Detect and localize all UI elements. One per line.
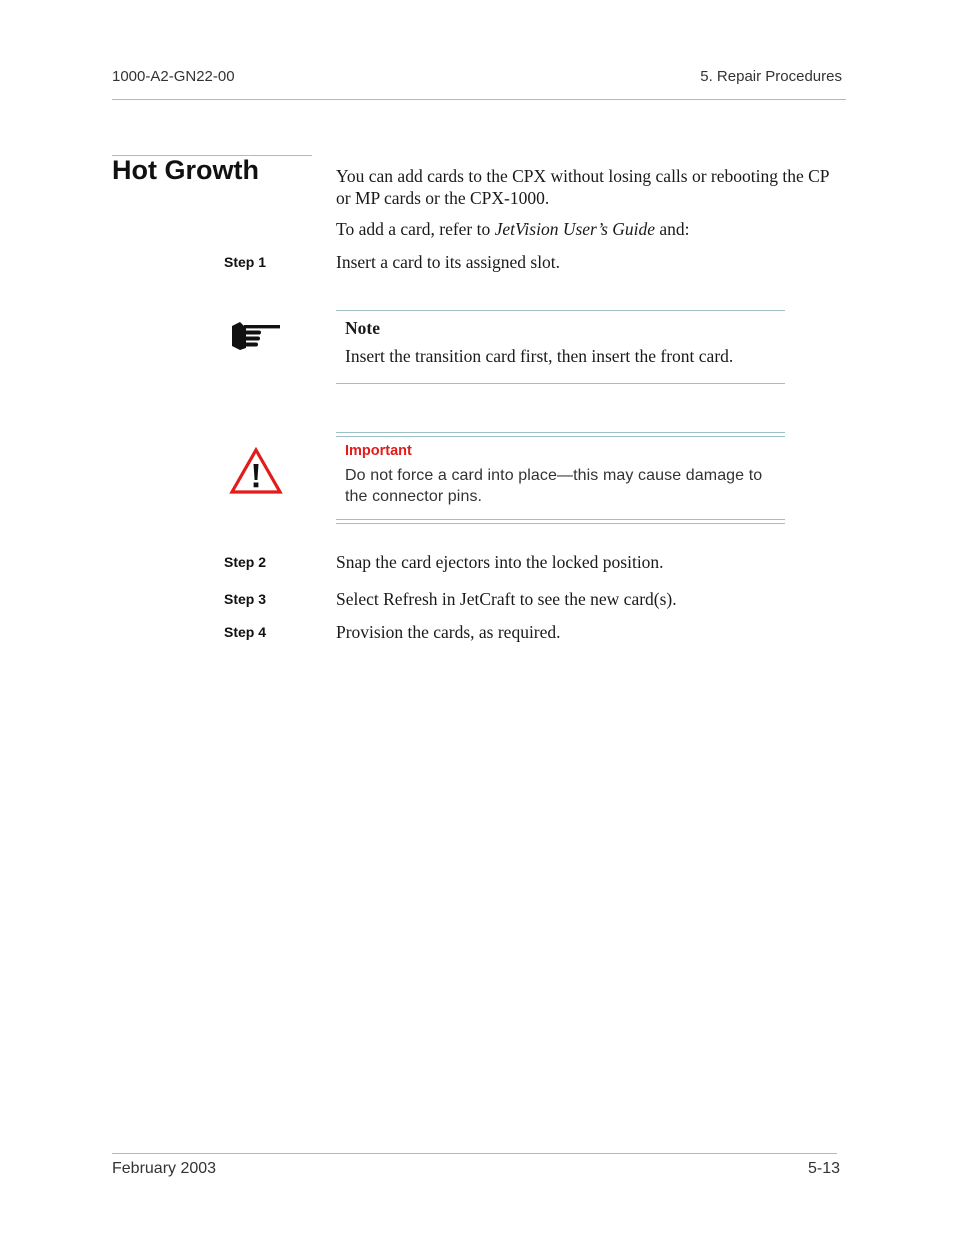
note-bottom-rule [336,383,785,384]
footer-rule [112,1153,837,1154]
warning-triangle-icon [229,447,283,495]
note-top-rule [336,310,785,311]
header-doc-id: 1000-A2-GN22-00 [112,68,235,85]
header-rule [112,99,846,100]
header-chapter: 5. Repair Procedures [700,68,842,85]
important-text [345,465,785,507]
note-text: Insert the transition card first, then insert the front card. [345,346,734,366]
refer-book-title: JetVision User’s Guide [494,219,656,239]
important-title: Important [345,443,412,459]
step-text: Insert a card to its assigned slot. [336,252,561,272]
step-text: Select Refresh in JetCraft to see the new card(s). [336,589,677,609]
note-title: Note [345,318,380,338]
step-label: Step 1 [224,254,267,270]
step-text: Snap the card ejectors into the locked position. [336,552,664,572]
footer-page-number: 5-13 [807,1160,840,1177]
footer-date: February 2003 [112,1160,217,1177]
refer-suffix: and: [655,219,690,239]
pointing-hand-icon [229,318,281,352]
refer-paragraph [336,218,846,240]
page-title: Hot Growth [112,155,259,185]
step-text: Provision the cards, as required. [336,622,561,642]
step-label: Step 3 [224,591,267,607]
important-text-line: the connector pins. [345,488,483,505]
important-top-rule-1 [336,432,785,433]
step-label: Step 4 [224,624,267,640]
important-bottom-rule-2 [336,523,785,524]
important-text-line: Do not force a card into place—this may cause damage to [345,467,763,484]
refer-prefix: To add a card, refer to [336,219,495,239]
step-label: Step 2 [224,554,267,570]
important-top-rule-2 [336,436,785,437]
intro-paragraph: You can add cards to the CPX without losing calls or rebooting the CP or MP cards or the CPX-1000. [336,166,829,208]
important-bottom-rule-1 [336,519,785,520]
